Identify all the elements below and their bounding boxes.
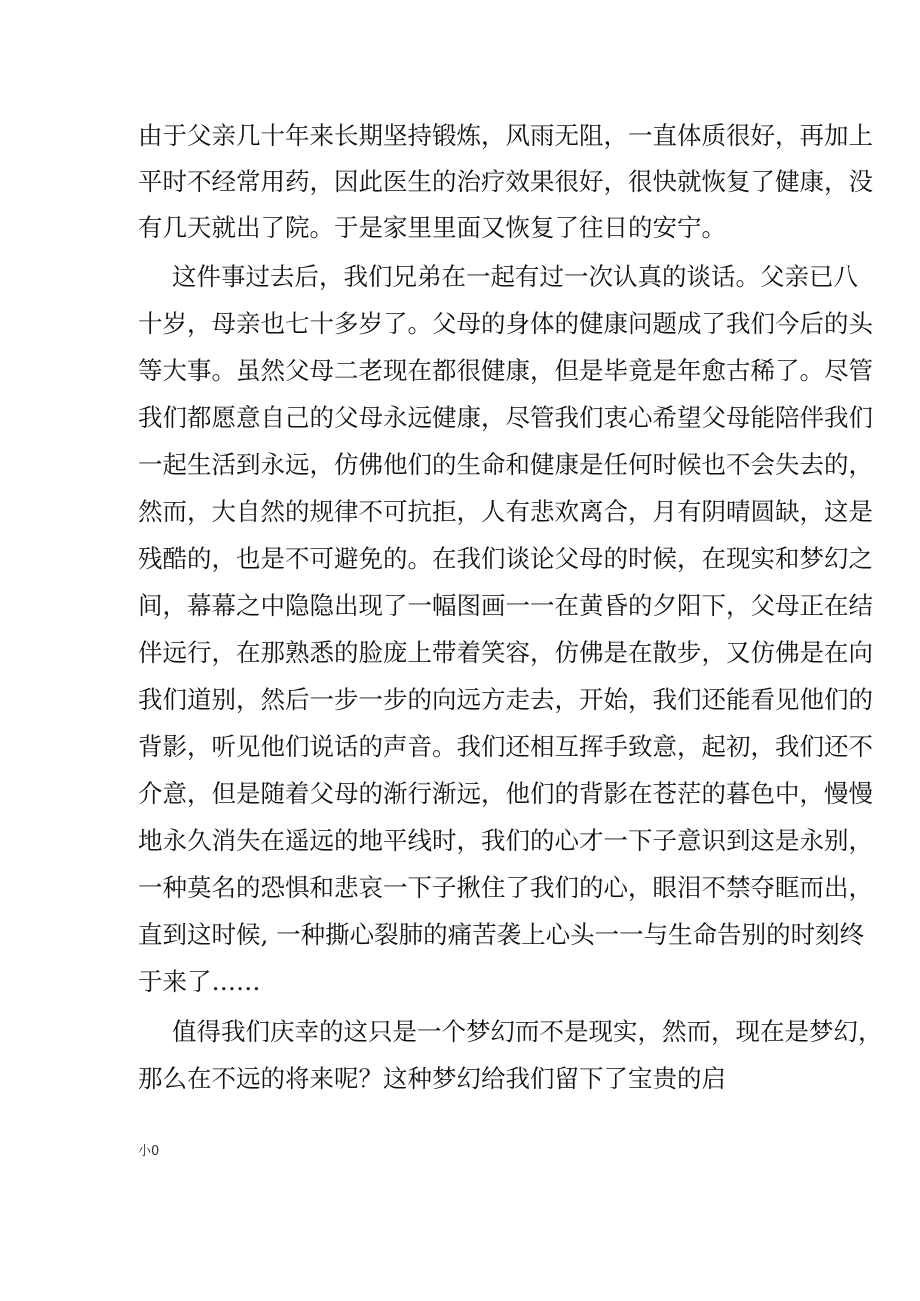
text-line-1: 由于父亲几十年来长期坚持锻炼，风雨无阻，一直体质很好，再加上 — [138, 121, 873, 150]
text-line-15: 介意，但是随着父母的渐行渐远，他们的背影在苍茫的暮色中，慢慢 — [138, 779, 873, 808]
text-line-8: 一起生活到永远，仿佛他们的生命和健康是任何时候也不会失去的， — [138, 450, 873, 479]
text-line-3: 有几天就出了院。于是家里里面又恢复了往日的安宁。 — [138, 213, 726, 242]
text-line-7: 我们都愿意自己的父母永远健康，尽管我们衷心希望父母能陪伴我们 — [138, 403, 873, 432]
text-line-17: 一种莫名的恐惧和悲哀一下子揪住了我们的心，眼泪不禁夺眶而出， — [138, 873, 873, 902]
text-line-11: 间，幕幕之中隐隐出现了一幅图画一一在黄昏的夕阳下，父母正在结 — [138, 591, 873, 620]
text-line-10: 残酷的，也是不可避免的。在我们谈论父母的时候，在现实和梦幻之 — [138, 544, 873, 573]
text-line-21: 那么在不远的将来呢？这种梦幻给我们留下了宝贵的启 — [138, 1064, 726, 1093]
text-line-14: 背影，听见他们说话的声音。我们还相互挥手致意，起初，我们还不 — [138, 732, 873, 761]
text-line-6: 等大事。虽然父母二老现在都很健康，但是毕竟是年愈古稀了。尽管 — [138, 356, 873, 385]
text-line-9: 然而，大自然的规律不可抗拒，人有悲欢离合，月有阴晴圆缺，这是 — [138, 497, 873, 526]
text-line-2: 平时不经常用药，因此医生的治疗效果很好，很快就恢复了健康，没 — [138, 167, 873, 196]
page-footer-mark: 小0 — [138, 1144, 160, 1159]
text-line-19: 于来了…… — [138, 967, 261, 996]
text-line-20: 值得我们庆幸的这只是一个梦幻而不是现实，然而，现在是梦幻， — [172, 1017, 883, 1046]
text-line-16: 地永久消失在遥远的地平线时，我们的心才一下子意识到这是永别， — [138, 826, 873, 855]
text-line-5: 十岁，母亲也七十多岁了。父母的身体的健康问题成了我们今后的头 — [138, 309, 873, 338]
text-line-18: 直到这时候, 一种撕心裂肺的痛苦袭上心头一一与生命告别的时刻终 — [138, 920, 865, 949]
text-line-12: 伴远行，在那熟悉的脸庞上带着笑容，仿佛是在散步，又仿佛是在向 — [138, 638, 873, 667]
text-line-4: 这件事过去后，我们兄弟在一起有过一次认真的谈话。父亲已八 — [172, 262, 858, 291]
text-line-13: 我们道别，然后一步一步的向远方走去，开始，我们还能看见他们的 — [138, 685, 873, 714]
